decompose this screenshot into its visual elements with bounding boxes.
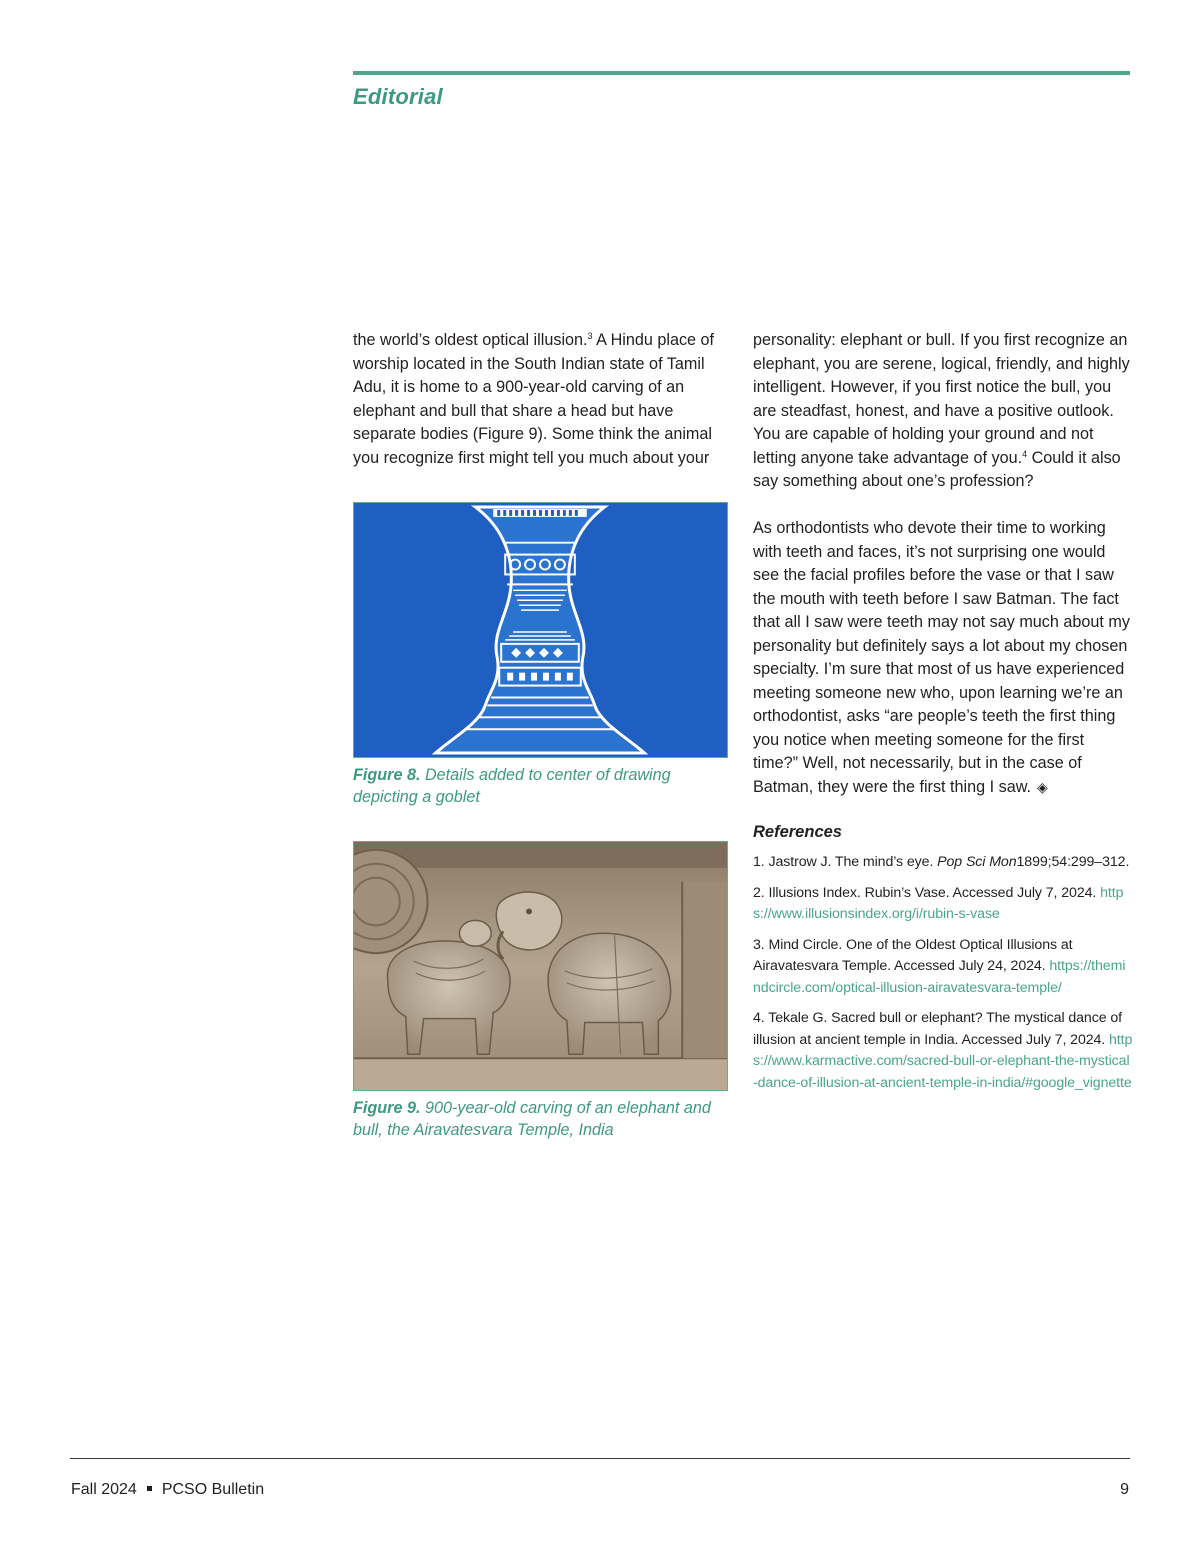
page-number: 9 bbox=[1120, 1481, 1129, 1498]
right-paragraph-1 bbox=[753, 329, 1133, 494]
reference-2 bbox=[753, 883, 1133, 926]
left-paragraph-part2: A Hindu place of worship located in the South Indian state of Tamil Adu, it is home to a 900-year-old carving of an elephant and bull that share a head but have separate bodies (Figure 9). Some think the animal you recognize first might tell you much about your bbox=[353, 331, 715, 467]
section-title: Editorial bbox=[353, 84, 443, 109]
figure-8-label: Figure 8. bbox=[353, 766, 421, 784]
references-heading: References bbox=[753, 823, 842, 841]
left-paragraph-part1: the world’s oldest optical illusion. bbox=[353, 331, 588, 349]
right-paragraph-2-text: As orthodontists who devote their time to working with teeth and faces, it’s not surprising one would see the facial profiles before the vase or that I saw the mouth with teeth before I saw Batman. The fact that all I saw were teeth may not say much about my personality but definitely says a lot about my chosen specialty. I’m sure that most of us have experienced meeting someone new who, upon learning we’re an orthodontist, asks “are people’s teeth the first thing you notice when meeting someone for the first time?” Well, not necessarily, but in the case of Batman, they were the first thing I saw. bbox=[753, 519, 1130, 796]
right-paragraph-1-part1: personality: elephant or bull. If you first recognize an elephant, you are serene, logical, friendly, and highly intelligent. However, if you first notice the bull, you are steadfast, honest, and have a positive outlook. You are capable of holding your ground and not letting anyone take advantage of you. bbox=[753, 331, 1130, 467]
reference-1-journal: Pop Sci Mon bbox=[937, 854, 1017, 870]
reference-1-text: 1. Jastrow J. The mind’s eye. bbox=[753, 854, 938, 870]
reference-4-text: 4. Tekale G. Sacred bull or elephant? The mystical dance of illusion at ancient temple in India. Accessed July 7, 2024. bbox=[753, 1010, 1122, 1048]
footer-issue: Fall 2024 bbox=[71, 1481, 137, 1498]
footer-issue-info bbox=[71, 1481, 264, 1499]
footer-publication: PCSO Bulletin bbox=[161, 1481, 265, 1498]
figure-9-caption bbox=[353, 1098, 725, 1141]
reference-3 bbox=[753, 935, 1133, 1000]
references-list bbox=[753, 852, 1133, 1094]
citation-4[interactable]: 4 bbox=[1022, 448, 1028, 459]
end-of-article-diamond-icon: ◈ bbox=[1037, 778, 1048, 795]
right-paragraph-2 bbox=[753, 517, 1133, 799]
figure-8-goblet-illusion bbox=[353, 502, 728, 758]
reference-4 bbox=[753, 1008, 1133, 1094]
right-paragraph-1-part2: Could it also say something about one’s profession? bbox=[753, 448, 1121, 490]
footer-rule bbox=[70, 1458, 1130, 1459]
reference-2-link[interactable]: https://www.illusionsindex.org/i/rubin-s-vase bbox=[753, 884, 1124, 922]
reference-1-details: 1899;54:299–312. bbox=[1016, 854, 1130, 870]
header-rule bbox=[353, 71, 1130, 75]
left-column-paragraph bbox=[353, 329, 725, 470]
right-column bbox=[753, 329, 1133, 1103]
reference-1 bbox=[753, 852, 1133, 874]
reference-4-link[interactable]: https://www.karmactive.com/sacred-bull-or-elephant-the-mystical-dance-of-illusion-at-ancient-temple-in-india/#google_vignette bbox=[753, 1031, 1133, 1091]
figure-9-temple-carving bbox=[353, 841, 728, 1091]
figure-8-caption-text: Details added to center of drawing depicting a goblet bbox=[353, 766, 671, 806]
reference-3-text: 3. Mind Circle. One of the Oldest Optical Illusions at Airavatesvara Temple. Accessed July 24, 2024. bbox=[753, 936, 1073, 974]
figure-8-caption bbox=[353, 765, 725, 808]
footer-separator-icon bbox=[147, 1486, 152, 1491]
figure-9-caption-text: 900-year-old carving of an elephant and bull, the Airavatesvara Temple, India bbox=[353, 1099, 711, 1139]
figure-9-label: Figure 9. bbox=[353, 1099, 421, 1117]
reference-2-text: 2. Illusions Index. Rubin’s Vase. Accessed July 7, 2024. bbox=[753, 884, 1101, 901]
reference-3-link[interactable]: https://themindcircle.com/optical-illusion-airavatesvara-temple/ bbox=[753, 958, 1126, 996]
citation-3[interactable]: 3 bbox=[587, 331, 593, 341]
